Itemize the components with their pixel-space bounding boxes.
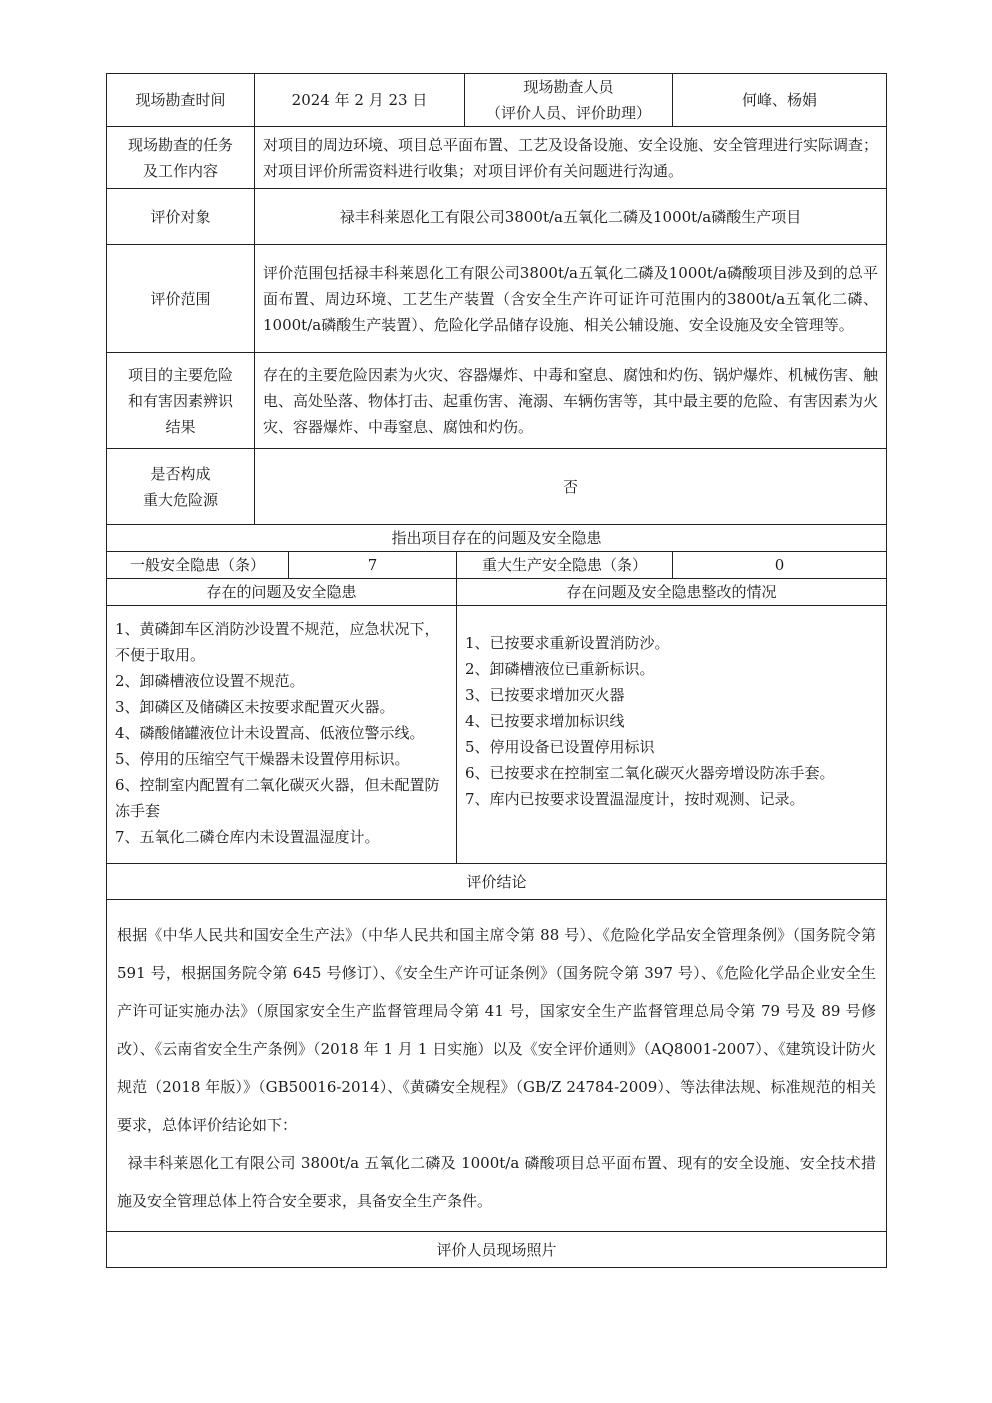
issues-count-row [107,552,887,579]
major-hazard-count: 0 [673,552,887,579]
survey-time-label: 现场勘查时间 [107,74,255,127]
fixes-header: 存在问题及安全隐患整改的情况 [457,579,887,606]
scope-text: 评价范围包括禄丰科莱恩化工有限公司3800t/a五氧化二磷及1000t/a磷酸项目涉及到的总平面布置、周边环境、工艺生产装置（含安全生产许可证许可范围内的3800t/a五氧化二磷、1000t/a磷酸生产装置）、危险化学品储存设施、相关公辅设施、安全设施及安全管理等。 [255,245,887,353]
hazard-label-line3: 结果 [165,417,196,436]
list-item: 6、已按要求在控制室二氧化碳灭火器旁增设防冻手套。 [465,764,835,782]
photos-title: 评价人员现场照片 [107,1232,887,1268]
list-item: 1、黄磷卸车区消防沙设置不规范，应急状况下，不便于取用。 [115,620,440,664]
list-item: 2、卸磷槽液位设置不规范。 [115,672,305,690]
major-hazard-count-label: 重大生产安全隐患（条） [457,552,673,579]
list-item: 4、已按要求增加标识线 [465,712,625,730]
general-hazard-label: 一般安全隐患（条） [107,552,289,579]
task-row [107,127,887,189]
hazard-label-line1: 项目的主要危险 [127,365,233,384]
problems-header: 存在的问题及安全隐患 [107,579,457,606]
issues-section-title: 指出项目存在的问题及安全隐患 [107,525,887,552]
task-label-line2: 及工作内容 [142,161,218,180]
task-text: 对项目的周边环境、项目总平面布置、工艺及设备设施、安全设施、安全管理进行实际调查；对项目评价所需资料进行收集；对项目评价有关问题进行沟通。 [255,127,887,189]
list-item: 3、已按要求增加灭火器 [465,686,625,704]
major-hazard-label-line2: 重大危险源 [142,490,218,509]
conclusion-paragraph: 禄丰科莱恩化工有限公司 3800t/a 五氧化二磷及 1000t/a 磷酸项目总平面布置、现有的安全设施、安全技术措施及安全管理总体上符合安全要求，具备安全生产条件。 [117,1153,877,1210]
hazard-row [107,353,887,449]
hazard-text: 存在的主要危险因素为火灾、容器爆炸、中毒和窒息、腐蚀和灼伤、锅炉爆炸、机械伤害、触电、高处坠落、物体打击、起重伤害、淹溺、车辆伤害等，其中最主要的危险、有害因素为火灾、容器爆炸、中毒窒息、腐蚀和灼伤。 [255,353,887,449]
issues-list-row [107,606,887,864]
survey-staff-label [465,74,673,127]
list-item: 5、停用设备已设置停用标识 [465,738,655,756]
task-label [107,127,255,189]
list-item: 4、磷酸储罐液位计未设置高、低液位警示线。 [115,724,425,742]
object-row [107,189,887,245]
list-item: 5、停用的压缩空气干燥器未设置停用标识。 [115,750,410,768]
list-item: 1、已按要求重新设置消防沙。 [465,634,670,652]
list-item: 3、卸磷区及储磷区未按要求配置灭火器。 [115,698,395,716]
major-hazard-value: 否 [255,449,887,525]
hazard-label [107,353,255,449]
form-table [106,73,887,1268]
conclusion-body-row [107,900,887,1232]
list-item: 2、卸磷槽液位已重新标识。 [465,660,655,678]
list-item: 6、控制室内配置有二氧化碳灭火器，但未配置防冻手套 [115,776,440,820]
survey-staff-label-line1: 现场勘查人员 [523,78,614,96]
general-hazard-count: 7 [289,552,457,579]
conclusion-title: 评价结论 [107,864,887,900]
conclusion-title-row [107,864,887,900]
scope-row [107,245,887,353]
major-hazard-label [107,449,255,525]
photos-title-row [107,1232,887,1268]
major-hazard-label-line1: 是否构成 [150,464,211,483]
problems-list [107,606,457,864]
conclusion-body [107,900,887,1232]
issues-title-row [107,525,887,552]
survey-staff-value: 何峰、杨娟 [673,74,887,127]
header-row [107,74,887,127]
hazard-label-line2: 和有害因素辨识 [127,391,233,410]
list-item: 7、库内已按要求设置温湿度计，按时观测、记录。 [465,790,805,808]
major-hazard-row [107,449,887,525]
scope-label: 评价范围 [107,245,255,353]
object-text: 禄丰科莱恩化工有限公司3800t/a五氧化二磷及1000t/a磷酸生产项目 [255,189,887,245]
object-label: 评价对象 [107,189,255,245]
conclusion-paragraph: 根据《中华人民共和国安全生产法》（中华人民共和国主席令第 88 号）、《危险化学品安全管理条例》（国务院令第 591 号，根据国务院令第 645 号修订）、《安全生产许可证条例》（国务院令第 397 号）、《危险化学品企业安全生产许可证实施办法》（原国家安全生产监督管理局令第 41 号，国家安全生产监督管理总局令第 79 号及 89 号修改）、《云南省安全生产条例》（2018 年 1 月 1 日实施）以及《安全评价通则》（AQ8001-2007）、《建筑设计防火规范（2018 年版）》（GB50016-2014）、《黄磷安全规程》（GB/Z 24784-2009）、等法律法规、标准规范的相关要求，总体评价结论如下： [117,925,877,1134]
fixes-list [457,606,887,864]
task-label-line1: 现场勘查的任务 [127,135,233,154]
survey-time-value: 2024 年 2 月 23 日 [255,74,465,127]
list-item: 7、五氧化二磷仓库内未设置温湿度计。 [115,828,380,846]
evaluation-form [106,73,886,1268]
issues-header-row [107,579,887,606]
survey-staff-label-line2: （评价人员、评价助理） [486,104,652,122]
